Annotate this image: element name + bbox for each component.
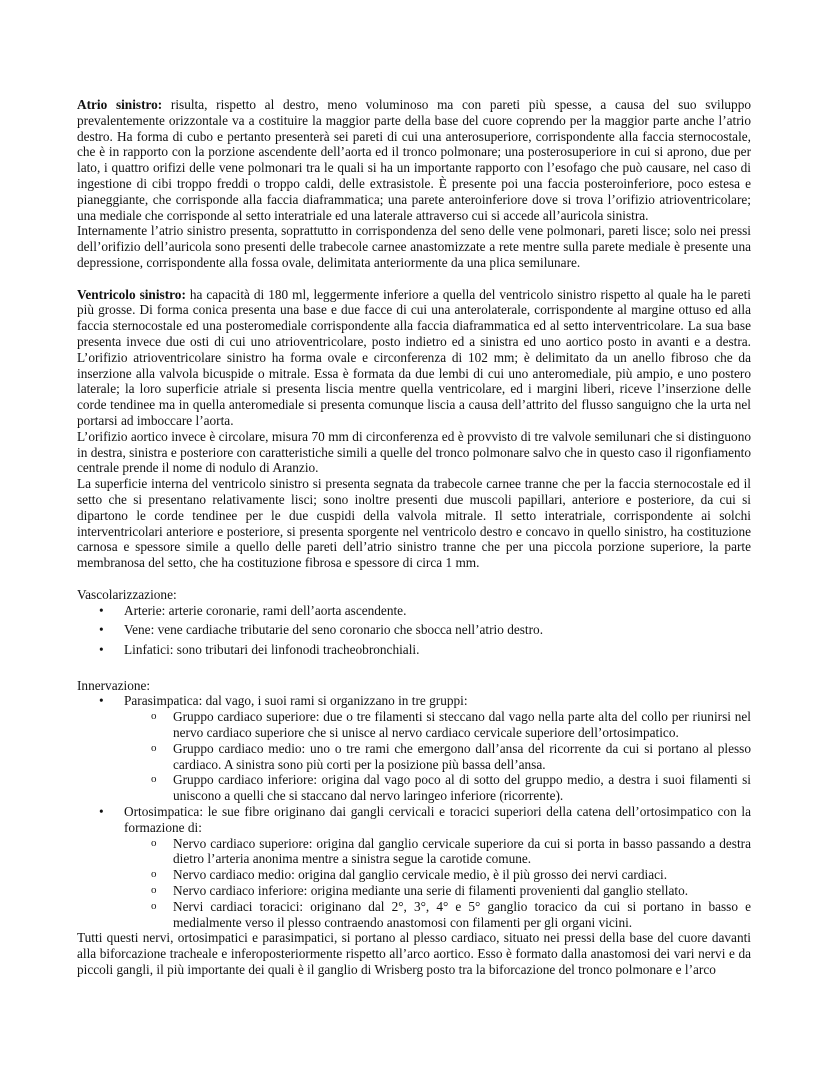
innervazione-heading: Innervazione: bbox=[77, 677, 151, 693]
list-item-parasimpatica: • Parasimpatica: dal vago, i suoi rami si organizzano in tre gruppi: bbox=[99, 693, 468, 709]
circle-bullet-icon: o bbox=[151, 741, 157, 754]
sub-list-item: o Nervi cardiaci toracici: originano dal 2°, 3°, 4° e 5° ganglio toracico da cui si portano in basso e medialmente verso il plesso contraendo anastomosi con filamenti per gli organi vicini. bbox=[151, 898, 751, 930]
list-item: • Arterie: arterie coronarie, rami dell’aorta ascendente. bbox=[99, 602, 407, 618]
spacer bbox=[77, 662, 751, 678]
bullet-icon: • bbox=[99, 693, 104, 709]
atrio-paragraph-2: Internamente l’atrio sinistro presenta, soprattutto in corrispondenza del seno delle vene polmonari, pareti lisce; solo nei pressi dell’orifizio dell’auricola sono presenti delle trabecole carnee anastomizzate a rete mentre sulla parete mediale è presente una depressione, corrispondente alla fossa ovale, delimitata anteriormente da una plica semilunare. bbox=[77, 223, 751, 270]
bullet-icon: • bbox=[99, 622, 104, 638]
sub-list-item: o Gruppo cardiaco inferiore: origina dal vago poco al di sotto del gruppo medio, a destra i suoi filamenti si uniscono a quelli che si staccano dal nervo laringeo inferiore (ricorrente). bbox=[151, 772, 751, 804]
sub-list-item: o Nervo cardiaco superiore: origina dal ganglio cervicale superiore da cui si porta in basso passando a destra dietro l’arteria anonima mentre a sinistra segue la carotide comune. bbox=[151, 835, 751, 867]
sub-list-item: o Gruppo cardiaco medio: uno o tre rami che emergono dall’ansa del ricorrente da cui si portano al plesso cardiaco. A sinistra sono più corti per la posizione più bassa dell’ansa. bbox=[151, 740, 751, 772]
list-item-ortosimpatica: • Ortosimpatica: le sue fibre originano dai gangli cervicali e toracici superiori della catena dell’ortosimpatico con la formazione di: bbox=[99, 804, 751, 835]
circle-bullet-icon: o bbox=[151, 773, 157, 786]
list-item: • Linfatici: sono tributari dei linfonodi tracheobronchiali. bbox=[99, 642, 420, 658]
ventricolo-title: Ventricolo sinistro: bbox=[77, 286, 186, 302]
circle-bullet-icon: o bbox=[151, 899, 157, 912]
sub-list-item: o Nervo cardiaco medio: origina dal ganglio cervicale medio, è il più grosso dei nervi cardiaci. bbox=[151, 867, 668, 883]
circle-bullet-icon: o bbox=[151, 836, 157, 849]
spacer bbox=[77, 571, 751, 587]
sub-list-item: o Nervo cardiaco inferiore: origina mediante una serie di filamenti provenienti dal ganglio stellato. bbox=[151, 883, 689, 899]
vascolarizzazione-heading: Vascolarizzazione: bbox=[77, 586, 177, 602]
circle-bullet-icon: o bbox=[151, 884, 157, 897]
circle-bullet-icon: o bbox=[151, 710, 157, 723]
vascolarizzazione-list bbox=[77, 603, 751, 658]
sub-list-item: o Gruppo cardiaco superiore: due o tre filamenti si steccano dal vago nella parte alta del collo per riunirsi nel nervo cardiaco superiore che si unisce al nervo cardiaco cervicale superiore dell’ortosimpatico. bbox=[151, 709, 751, 741]
bullet-icon: • bbox=[99, 642, 104, 658]
bullet-icon: • bbox=[99, 804, 104, 820]
atrio-title: Atrio sinistro: bbox=[77, 97, 163, 112]
innervazione-list bbox=[77, 693, 751, 930]
bullet-icon: • bbox=[99, 602, 104, 618]
ventricolo-paragraph-2: L’orifizio aortico invece è circolare, misura 70 mm di circonferenza ed è provvisto di tre valvole semilunari che si distinguono in destra, sinistra e posteriore con caratteristiche simili a quelle del tronco polmonare salvo che in questo caso il rigonfiamento centrale prende il nome di nodulo di Aranzio. bbox=[77, 428, 751, 476]
spacer bbox=[77, 271, 751, 287]
list-item: • Vene: vene cardiache tributarie del seno coronario che sbocca nell’atrio destro. bbox=[99, 622, 544, 638]
innervazione-closing-paragraph: Tutti questi nervi, ortosimpatici e parasimpatici, si portano al plesso cardiaco, situato nei pressi della base del cuore davanti alla biforcazione tracheale e inferoposteriormente rispetto all’arco aortico. Esso è formato dalla anastomosi dei vari nervi e da piccoli gangli, il più importante dei quali è il ganglio di Wrisberg posto tra la biforcazione del tronco polmonare e l’arco bbox=[77, 930, 751, 978]
document-page bbox=[77, 97, 751, 978]
ventricolo-paragraph-3: La superficie interna del ventricolo sinistro si presenta segnata da trabecole carnee tranne che per la faccia sternocostale ed il setto che si presentano relativamente lisci; sono inoltre presenti due muscoli papillari, anteriore e posteriore, da cui si dipartono le corde tendinee per le due cuspidi della valvola mitrale. Il setto interatriale, corrispondente ai solchi interventricolari anteriore e posteriore, si presenta sporgente nel ventricolo destro e concavo in quello sinistro, ha costituzione carnosa e spessore simile a quello delle pareti dell’atrio sinistro tranne che per una piccola porzione superiore, la parte membranosa del setto, che ha costituzione fibrosa e spessore di circa 1 mm. bbox=[77, 476, 751, 571]
ventricolo-paragraph-1: Ventricolo sinistro: ha capacità di 180 ml, leggermente inferiore a quella del ventricolo sinistro rispetto al quale ha le pareti più grosse. Di forma conica presenta una base e due facce di cui una anterolaterale, corrispondente al margine ottuso ed alla faccia sternocostale ed una posteromediale corrispondente alla faccia diaframmatica ed al setto interventricolare. La sua base presenta invece due osti di cui uno atrioventricolare, posto indietro ed a sinistra ed uno aortico posto in avanti e a destra. L’orifizio atrioventricolare sinistro ha forma ovale e circonferenza di 102 mm; è delimitato da un anello fibroso che da inserzione alla valvola bicuspide o mitrale. Essa è formata da due lembi di cui uno anteromediale, più ampio, e uno postero laterale; la loro superficie atriale si presenta liscia mentre quella ventricolare, ed i margini liberi, riceve l’inserzione delle corde tendinee ma in quella anteromediale si presenta comunque liscia a causa dell’attrito del flusso sanguigno che la urta nel portarsi ad imboccare l’aorta. bbox=[77, 286, 751, 428]
atrio-paragraph-1: Atrio sinistro: risulta, rispetto al destro, meno voluminoso ma con pareti più spesse, a causa del suo sviluppo prevalentemente orizzontale va a costituire la maggior parte della base del cuore coprendo per la maggior parte anche l’atrio destro. Ha forma di cubo e pertanto presenterà sei pareti di cui una anterosuperiore, corrispondente alla faccia sternocostale, che è in rapporto con la porzione ascendente dell’aorta ed il tronco polmonare; una posterosuperiore in cui si aprono, due per lato, i quattro orifizi delle vene polmonari tra le quali si ha un importante rapporto con l’esofago che può causare, nel caso di ingestione di cibi troppo freddi o troppo caldi, delle extrasistole. È presente poi una faccia posteroinferiore, poco estesa e pianeggiante, che corrisponde alla faccia diaframmatica; una parete anteroinferiore dove si trova l’orifizio atrioventricolare; una mediale che corrisponde al setto interatriale ed una laterale attraverso cui si accede all’auricola sinistra. bbox=[77, 97, 752, 223]
circle-bullet-icon: o bbox=[151, 868, 157, 881]
